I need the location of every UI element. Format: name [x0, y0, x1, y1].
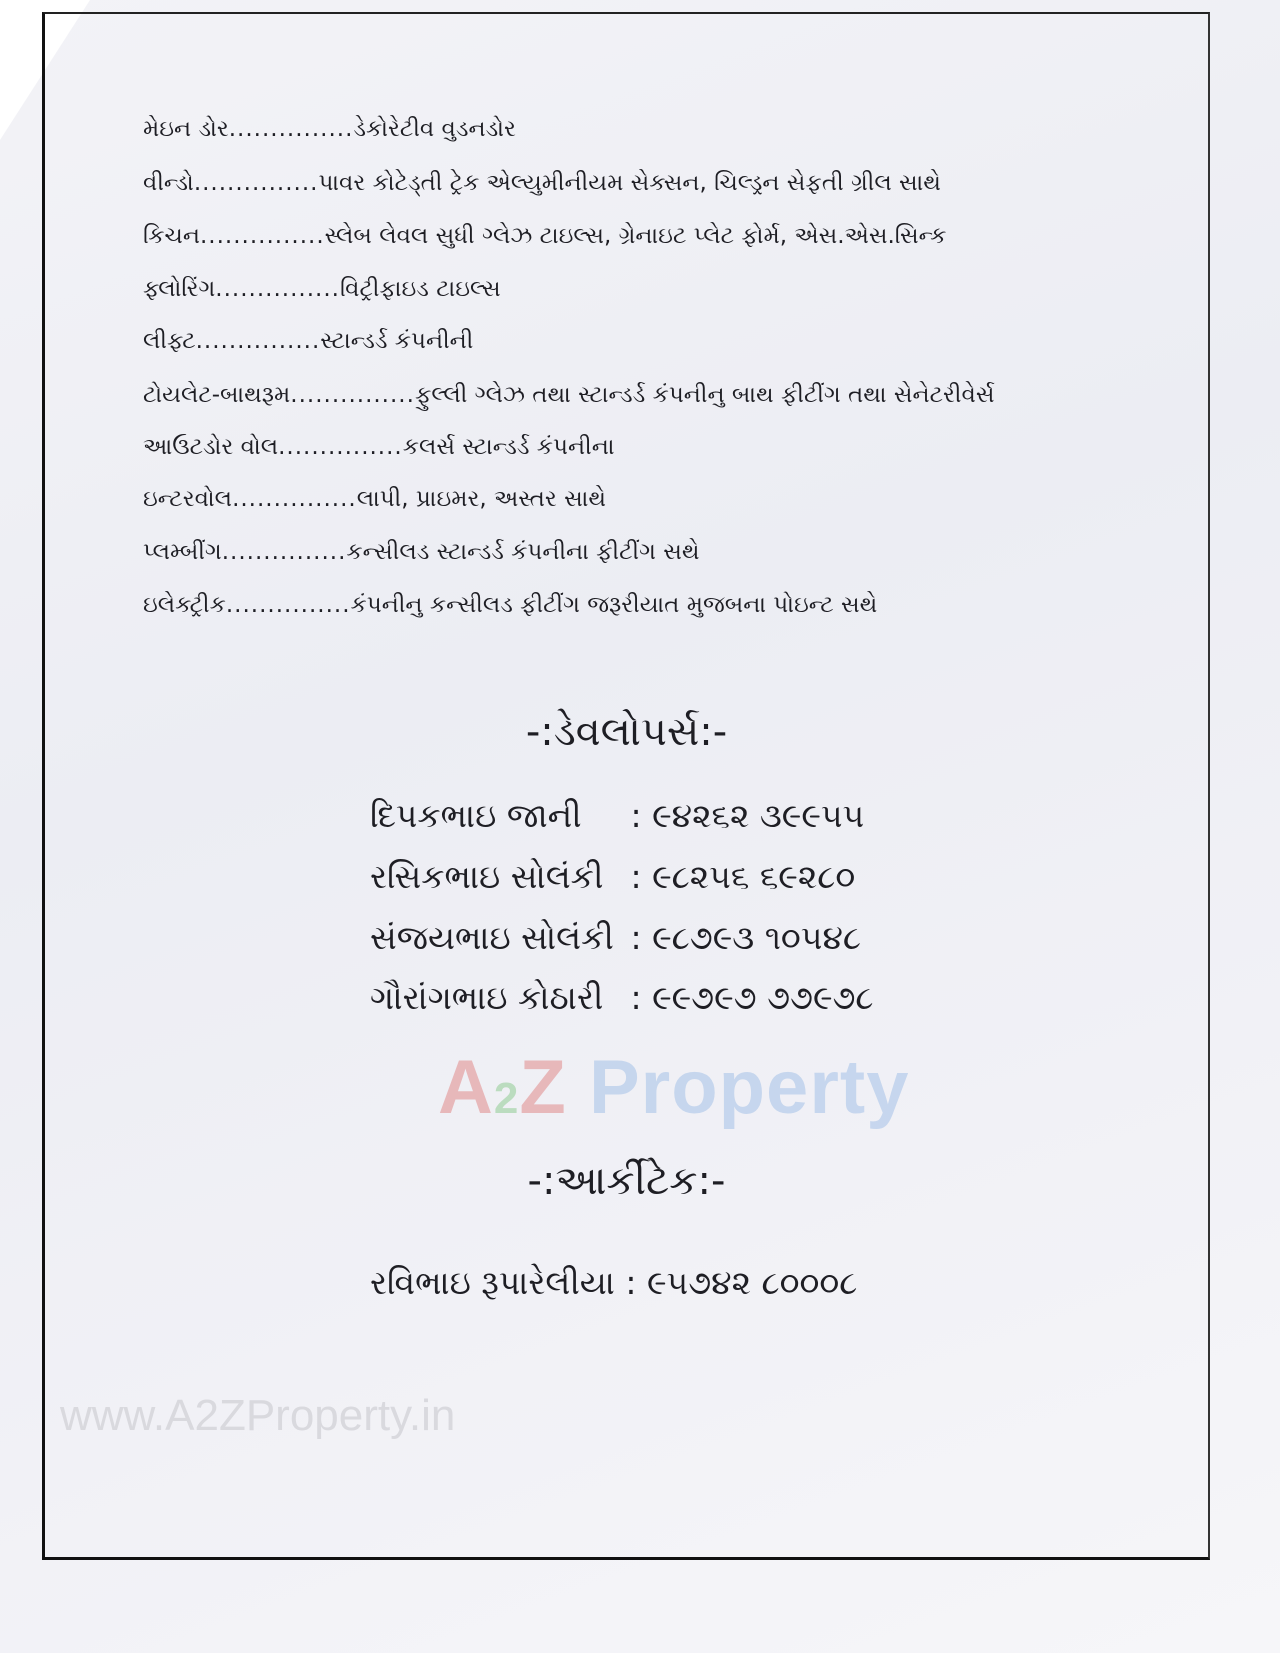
- developers-heading: -:ડેવલોપર્સ:-: [525, 709, 728, 755]
- spec-row-toilet-bathroom: [143, 380, 994, 410]
- spec-label: ટોયલેટ-બાથરૂમ: [143, 382, 291, 408]
- spec-row-window: [143, 168, 941, 198]
- leader-dots: ...............: [278, 434, 403, 460]
- spec-row-flooring: [143, 274, 501, 304]
- leader-dots: ...............: [232, 486, 357, 512]
- logo-digit-2: 2: [493, 1074, 520, 1123]
- leader-dots: ...............: [221, 539, 347, 565]
- spec-row-outdoor-wall: [143, 432, 614, 462]
- spec-label: લીફ્ટ: [143, 328, 196, 354]
- spec-value: ડેકોરેટીવ વુડનડોર: [353, 116, 516, 142]
- spec-value: પાવર કોટેડ્તી ટ્રેક એલ્યુમીનીયમ સેક્સન, ચિલ્ડ્રન સેફતી ગ્રીલ સાથે: [318, 170, 941, 196]
- spec-label: ઇન્ટરવોલ: [143, 486, 233, 512]
- leader-dots: ...............: [215, 276, 340, 302]
- watermark-url: www.A2ZProperty.in: [60, 1391, 456, 1440]
- leader-dots: ...............: [195, 328, 321, 354]
- developer-contact: [370, 917, 861, 959]
- contact-phone: : ૯૪૨૬૨ ૩૯૯૫૫: [630, 796, 865, 835]
- spec-row-main-door: [143, 114, 516, 144]
- spec-value: સ્ટાન્ડર્ડ કંપનીની: [320, 328, 474, 354]
- contact-name: ગૌરાંગભાઇ કોઠારી: [370, 978, 604, 1017]
- spec-row-plumbing: [143, 537, 699, 567]
- developer-contact: [370, 856, 855, 898]
- architect-contact: [370, 1262, 857, 1304]
- spec-value: કંપનીનુ કન્સીલડ ફીટીંગ જરૂરીયાત મુજબના પોઇન્ટ સથે: [350, 592, 878, 618]
- leader-dots: ...............: [193, 170, 319, 196]
- spec-label: વીન્ડો: [143, 170, 194, 196]
- spec-label: મેઇન ડોર: [143, 116, 229, 142]
- contact-name: સંજયભાઇ સોલંકી: [370, 918, 614, 957]
- logo-letter-a: A: [438, 1045, 494, 1130]
- logo-letter-z: Z: [519, 1045, 567, 1130]
- leader-dots: ...............: [290, 382, 415, 408]
- spec-label: ઇલેક્ટ્રીક: [143, 592, 226, 618]
- spec-value: ફુલ્લી ગ્લેઝ તથા સ્ટાન્ડર્ડ કંપનીનુ બાથ ફીટીંગ તથા સેનેટરીવેર્સ: [414, 382, 995, 408]
- developer-contact: [370, 977, 874, 1019]
- spec-label: આઉટડોર વોલ: [143, 434, 279, 460]
- spec-value: કન્સીલડ સ્ટાન્ડર્ડ કંપનીના ફીટીંગ સથે: [346, 539, 700, 565]
- spec-value: લાપી, પ્રાઇમર, અસ્તર સાથે: [356, 486, 606, 512]
- spec-label: ફ્લોરિંગ: [143, 276, 216, 302]
- leader-dots: ...............: [199, 223, 325, 249]
- contact-phone: : ૯૯૭૯૭ ૭૭૯૭૮: [630, 978, 874, 1017]
- contact-name: રવિભાઇ રૂપારેલીયા: [370, 1263, 615, 1302]
- leader-dots: ...............: [225, 592, 351, 618]
- spec-row-kitchen: [143, 221, 946, 251]
- spec-row-lift: [143, 326, 473, 356]
- contact-phone: : ૯૮૭૯૩ ૧૦૫૪૮: [630, 918, 862, 957]
- contact-phone: : ૯૫૭૪૨ ૮૦૦૦૮: [625, 1263, 858, 1302]
- architect-heading: -:આર્કીટેક:-: [527, 1158, 726, 1204]
- developer-contact: [370, 795, 864, 837]
- spec-value: સ્લેબ લેવલ સુધી ગ્લેઝ ટાઇલ્સ, ગ્રેનાઇટ પ્લેટ ફોર્મ, એસ.એસ.સિન્ક: [324, 223, 947, 249]
- spec-row-electric: [143, 590, 877, 620]
- spec-value: વિટ્રીફાઇડ ટાઇલ્સ: [339, 276, 501, 302]
- spec-value: કલર્સ સ્ટાન્ડર્ડ કંપનીના: [402, 434, 615, 460]
- watermark-logo: [438, 1045, 909, 1142]
- contact-name: દિપકભાઇ જાની: [370, 796, 582, 835]
- spec-label: કિચન: [143, 223, 200, 249]
- logo-word-property: Property: [588, 1045, 910, 1130]
- spec-row-interior-wall: [143, 484, 606, 514]
- contact-phone: : ૯૮૨૫૬ ૬૯૨૮૦: [630, 857, 856, 896]
- leader-dots: ...............: [228, 116, 354, 142]
- contact-name: રસિકભાઇ સોલંકી: [370, 857, 604, 896]
- spec-label: પ્લમ્બીંગ: [143, 539, 222, 565]
